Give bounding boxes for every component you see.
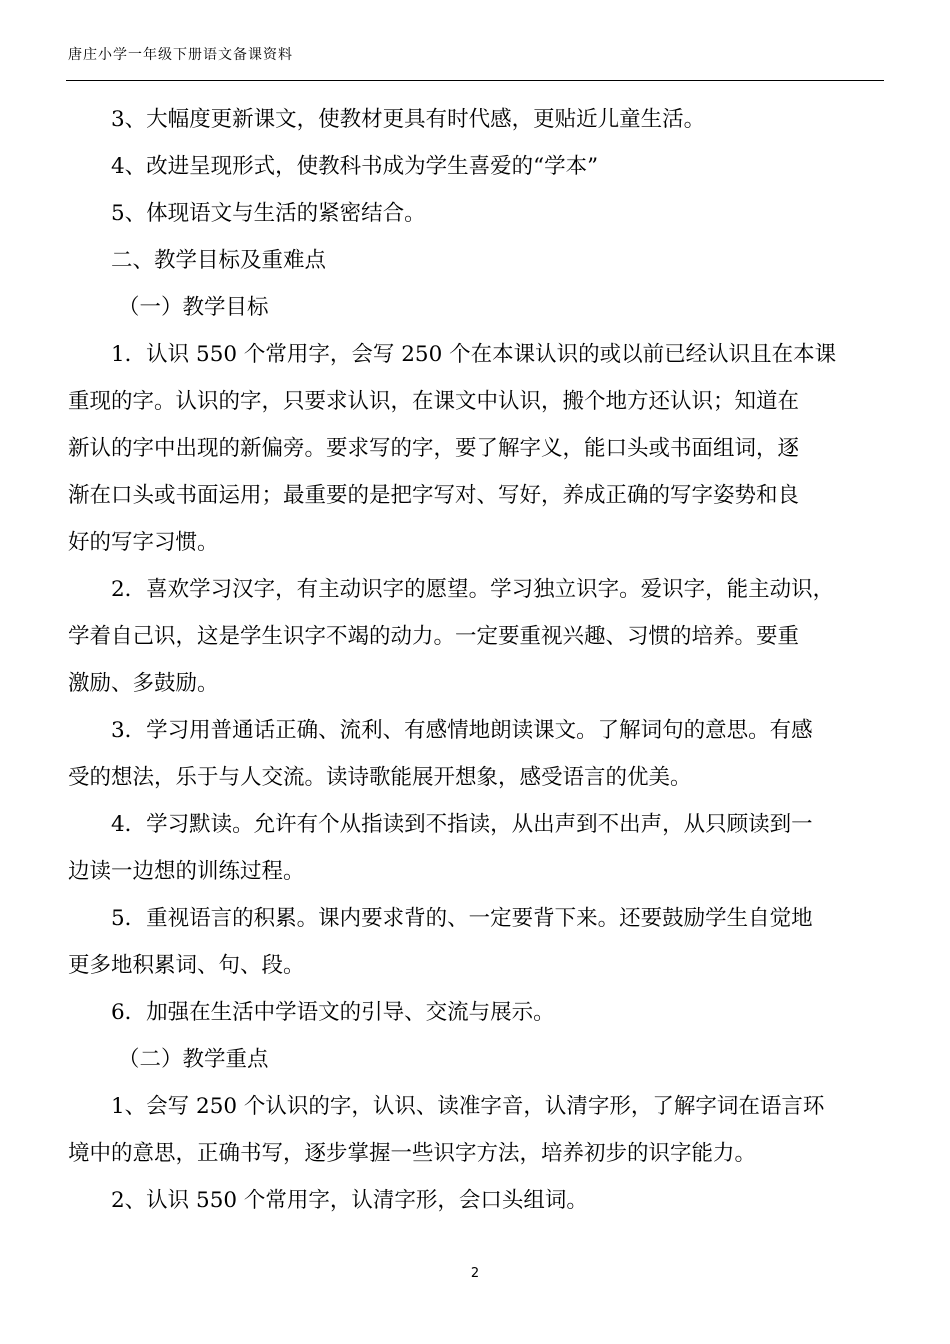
paragraph-line: 2、认识 550 个常用字，认清字形，会口头组词。 bbox=[111, 1188, 588, 1213]
paragraph-line: 受的想法，乐于与人交流。读诗歌能展开想象，感受语言的优美。 bbox=[68, 765, 692, 790]
header-rule bbox=[66, 80, 884, 81]
paragraph-line: 更多地积累词、句、段。 bbox=[68, 953, 305, 978]
paragraph-line: 重现的字。认识的字，只要求认识，在课文中认识，搬个地方还认识；知道在 bbox=[68, 389, 800, 414]
paragraph-line: 渐在口头或书面运用；最重要的是把字写对、写好，养成正确的写字姿势和良 bbox=[68, 483, 800, 508]
paragraph-line: 境中的意思，正确书写，逐步掌握一些识字方法，培养初步的识字能力。 bbox=[68, 1141, 757, 1166]
paragraph-line: 3、大幅度更新课文，使教材更具有时代感，更贴近儿童生活。 bbox=[111, 107, 706, 132]
paragraph-line: 1、会写 250 个认识的字，认识、读准字音，认清字形，了解字词在语言环 bbox=[111, 1094, 825, 1119]
subsection-heading: （一）教学目标 bbox=[118, 295, 269, 320]
paragraph-line: 5、体现语文与生活的紧密结合。 bbox=[111, 201, 426, 226]
running-header: 唐庄小学一年级下册语文备课资料 bbox=[68, 47, 293, 63]
paragraph-line: 4、改进呈现形式，使教科书成为学生喜爱的“学本” bbox=[111, 154, 599, 179]
paragraph-line: 5．重视语言的积累。课内要求背的、一定要背下来。还要鼓励学生自觉地 bbox=[111, 906, 813, 931]
paragraph-line: 2．喜欢学习汉字，有主动识字的愿望。学习独立识字。爱识字，能主动识， bbox=[111, 577, 835, 602]
document-body bbox=[68, 96, 842, 1224]
paragraph-line: 边读一边想的训练过程。 bbox=[68, 859, 305, 884]
paragraph-line: 新认的字中出现的新偏旁。要求写的字，要了解字义，能口头或书面组词，逐 bbox=[68, 436, 800, 461]
paragraph-line: 学着自己识，这是学生识字不竭的动力。一定要重视兴趣、习惯的培养。要重 bbox=[68, 624, 800, 649]
paragraph-line: 1．认识 550 个常用字，会写 250 个在本课认识的或以前已经认识且在本课 bbox=[111, 342, 837, 367]
page-number: 2 bbox=[470, 1266, 480, 1281]
paragraph-line: 3．学习用普通话正确、流利、有感情地朗读课文。了解词句的意思。有感 bbox=[111, 718, 813, 743]
paragraph-line: 好的写字习惯。 bbox=[68, 530, 219, 555]
subsection-heading: （二）教学重点 bbox=[118, 1047, 269, 1072]
paragraph-line: 激励、多鼓励。 bbox=[68, 671, 219, 696]
section-heading: 二、教学目标及重难点 bbox=[111, 248, 327, 273]
paragraph-line: 4．学习默读。允许有个从指读到不指读，从出声到不出声，从只顾读到一 bbox=[111, 812, 813, 837]
paragraph-line: 6．加强在生活中学语文的引导、交流与展示。 bbox=[111, 1000, 555, 1025]
